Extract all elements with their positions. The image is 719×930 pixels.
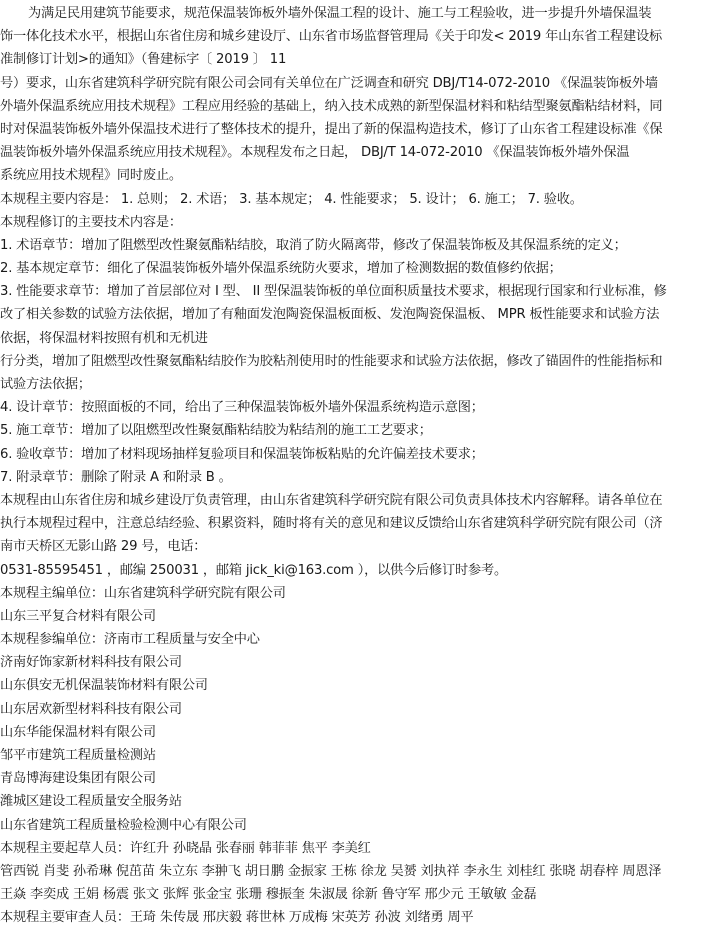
text-line: 山东居欢新型材料科技有限公司 xyxy=(0,701,182,717)
text-line: 本规程修订的主要技术内容是： xyxy=(0,214,182,230)
text-line: 行分类，增加了阻燃型改性聚氨酯粘结胶作为胶粘剂使用时的性能要求和试验方法依据，修改了锚固件的性能指标和 xyxy=(0,353,663,369)
text-line: 王焱 李奕成 王娟 杨震 张文 张辉 张金宝 张珊 穆振奎 朱淑晟 徐新 鲁守军 邢少元 王敏敏 金磊 xyxy=(0,887,537,903)
text-line: 系统应用技术规程》同时废止。 xyxy=(0,168,182,184)
text-line: 时对保温装饰板外墙外保温技术进行了整体技术的提升，提出了新的保温构造技术，修订了山东省工程建设标准《保 xyxy=(0,121,663,137)
text-line: 7. 附录章节：删除了附录 A 和附录 B 。 xyxy=(0,469,232,485)
text-line: 3. 性能要求章节：增加了首层部位对 I 型、 II 型保温装饰板的单位面积质量技术要求，根据现行国家和行业标准，修 xyxy=(0,284,667,300)
text-line: 5. 施工章节：增加了以阻燃型改性聚氨酯粘结胶为粘结剂的施工工艺要求； xyxy=(0,423,432,439)
text-line: 本规程主要内容是： 1. 总则； 2. 术语； 3. 基本规定； 4. 性能要求； 5. 设计； 6. 施工； 7. 验收。 xyxy=(0,191,583,207)
text-line: 南市天桥区无影山路 29 号，电话： xyxy=(0,539,207,555)
text-line: 执行本规程过程中，注意总结经验、积累资料，随时将有关的意见和建议反馈给山东省建筑科学研究院有限公司（济 xyxy=(0,516,663,532)
text-line: 温装饰板外墙外保温系统应用技术规程》。本规程发布之日起， DBJ/T 14-072-2010 《保温装饰板外墙外保温 xyxy=(0,145,630,161)
text-line: 为满足民用建筑节能要求，规范保温装饰板外墙外保温工程的设计、施工与工程验收，进一步提升外墙保温装 xyxy=(28,6,652,21)
text-line: 2. 基本规定章节：细化了保温装饰板外墙外保温系统防火要求，增加了检测数据的数值修约依据； xyxy=(0,261,562,277)
text-line: 青岛博海建设集团有限公司 xyxy=(0,771,156,787)
text-line: 准制修订计划>的通知》（鲁建标字〔 2019 〕 11 xyxy=(0,52,287,68)
text-line: 6. 验收章节：增加了材料现场抽样复验项目和保温装饰板粘贴的允许偏差技术要求； xyxy=(0,446,484,462)
text-line: 山东三平复合材料有限公司 xyxy=(0,608,156,624)
text-line: 本规程参编单位：济南市工程质量与安全中心 xyxy=(0,632,260,648)
text-line: 本规程主要审查人员：王琦 朱传晟 邢庆毅 蒋世林 万成梅 宋英芳 孙波 刘绪勇 周平 xyxy=(0,910,474,926)
text-line: 本规程由山东省住房和城乡建设厅负责管理，由山东省建筑科学研究院有限公司负责具体技术内容解释。请各单位在 xyxy=(0,492,663,508)
text-line: 1. 术语章节：增加了阻燃型改性聚氨酯粘结胶，取消了防火隔离带，修改了保温装饰板及其保温系统的定义； xyxy=(0,237,627,253)
document-body xyxy=(0,2,716,930)
text-line: 依据，将保温材料按照有机和无机进 xyxy=(0,330,208,346)
text-line: 山东省建筑工程质量检验检测中心有限公司 xyxy=(0,817,247,833)
text-line: 改了相关参数的试验方法依据，增加了有釉面发泡陶瓷保温板面板、发泡陶瓷保温板、 MPR 板性能要求和试验方法 xyxy=(0,307,660,323)
text-line: 4. 设计章节：按照面板的不同，给出了三种保温装饰板外墙外保温系统构造示意图； xyxy=(0,400,484,416)
text-line: 试验方法依据； xyxy=(0,377,91,392)
text-line: 山东华能保温材料有限公司 xyxy=(0,724,156,740)
text-line: 济南好饰家新材料科技有限公司 xyxy=(0,655,182,671)
text-line: 山东俱安无机保温装饰材料有限公司 xyxy=(0,678,208,694)
text-line: 0531-85595451 ，邮编 250031 ，邮箱 jick_ki@163.com ），以供今后修订时参考。 xyxy=(0,562,507,578)
text-line: 号）要求，山东省建筑科学研究院有限公司会同有关单位在广泛调查和研究 DBJ/T14-072-2010 《保温装饰板外墙 xyxy=(0,75,658,91)
text-line: 本规程主要起草人员：许红升 孙晓晶 张春丽 韩菲菲 焦平 李美红 xyxy=(0,840,371,856)
text-line: 管西锐 肖斐 孙希琳 倪茁苗 朱立东 李翀飞 胡日鹏 金振家 王栋 徐龙 吴赟 刘执祥 李永生 刘桂红 张晓 胡春梓 周恩泽 xyxy=(0,863,662,879)
text-line: 邹平市建筑工程质量检测站 xyxy=(0,748,156,763)
text-line: 外墙外保温系统应用技术规程》工程应用经验的基础上，纳入技术成熟的新型保温材料和粘结型聚氨酯粘结材料，同 xyxy=(0,98,663,114)
text-line: 饰一体化技术水平，根据山东省住房和城乡建设厅、山东省市场监督管理局《关于印发< 2019 年山东省工程建设标 xyxy=(0,29,663,45)
text-line: 本规程主编单位：山东省建筑科学研究院有限公司 xyxy=(0,585,286,601)
text-line: 潍城区建设工程质量安全服务站 xyxy=(0,794,182,810)
